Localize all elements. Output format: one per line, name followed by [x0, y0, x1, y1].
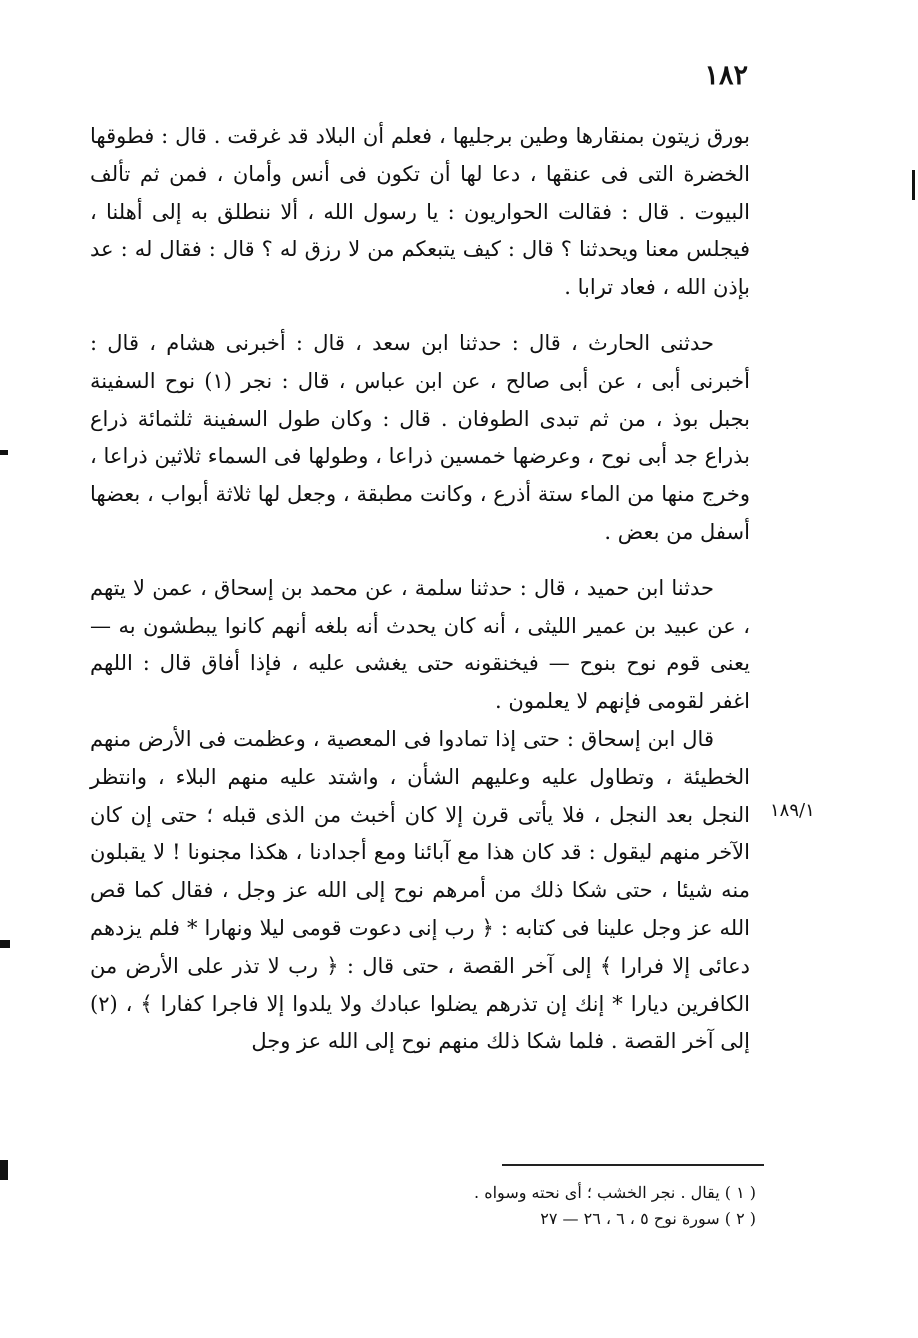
paragraph: بورق زيتون بمنقارها وطين برجليها ، فعلم أن البلاد قد غرقت . قال : فطوقها الخضرة التى فى عنقها ، دعا لها أن تكون فى أنس وأمان ، فمن ثم تألف البيوت . قال : فقالت الحواريون : يا رسول الله ، ألا ننطلق به إلى أهلنا ، فيجلس معنا ويحدثنا ؟ قال : كيف يتبعكم من لا رزق له ؟ قال : فقال له : عد بإذن الله ، فعاد ترابا .	[90, 124, 750, 300]
page-number: ١٨٢	[704, 60, 748, 91]
paragraph: حدثنى الحارث ، قال : حدثنا ابن سعد ، قال : أخبرنى هشام ، قال : أخبرنى أبى ، عن أبى صالح ، عن ابن عباس ، قال : نجر (١) نوح السفينة بجبل بوذ ، من ثم تبدى الطوفان . قال : وكان طول السفينة ثلثمائة ذراع بذراع جد أبى نوح ، وعرضها خمسين ذراعا ، وطولها فى السماء ثلاثين ذراعا ، وخرج منها من الماء ستة أذرع ، وكانت مطبقة ، وجعل لها ثلاثة أبواب ، بعضها أسفل من بعض .	[90, 330, 750, 544]
scan-edge-mark	[0, 940, 10, 948]
footnote: ( ٢ ) سورة نوح ٥ ، ٦ ، ٢٦ — ٢٧	[540, 1209, 756, 1228]
footnote-divider	[502, 1164, 764, 1166]
scan-edge-mark	[912, 170, 915, 200]
margin-reference: ١٨٩/١	[770, 800, 815, 821]
footnotes	[300, 1180, 756, 1232]
paragraph: قال ابن إسحاق : حتى إذا تمادوا فى المعصية ، وعظمت فى الأرض منهم الخطيئة ، وتطاول عليه وعليهم الشأن ، واشتد عليه منهم البلاء ، وانتظر النجل بعد النجل ، فلا يأتى قرن إلا كان أخبث من الذى قبله ؛ حتى إن كان الآخر منهم ليقول : قد كان هذا مع آبائنا ومع أجدادنا ، هكذا مجنونا ! لا يقبلون منه شيئا ، حتى شكا ذلك من أمرهم نوح إلى الله عز وجل ، فقال كما قص الله عز وجل علينا فى كتابه : ﴿ رب إنى دعوت قومى ليلا ونهارا * فلم يزدهم دعائى إلا فرارا ﴾ إلى آخر القصة ، حتى قال : ﴿ رب لا تذر على الأرض من الكافرين ديارا * إنك إن تذرهم يضلوا عبادك ولا يلدوا إلا فاجرا كفارا ﴾ ، (٢) إلى آخر القصة . فلما شكا ذلك منهم نوح إلى الله عز وجل	[90, 726, 750, 1054]
main-text	[90, 118, 750, 1061]
scan-edge-mark	[0, 450, 8, 455]
paragraph: حدثنا ابن حميد ، قال : حدثنا سلمة ، عن محمد بن إسحاق ، عمن لا يتهم ، عن عبيد بن عمير الليثى ، أنه كان يحدث أنه بلغه أنهم كانوا يبطشون به — يعنى قوم نوح بنوح — فيخنقونه حتى يغشى عليه ، فإذا أفاق قال : اللهم اغفر لقومى فإنهم لا يعلمون .	[90, 575, 750, 714]
scan-edge-mark	[0, 1160, 8, 1180]
footnote: ( ١ ) يقال . نجر الخشب ؛ أى نحته وسواه .	[474, 1183, 756, 1202]
